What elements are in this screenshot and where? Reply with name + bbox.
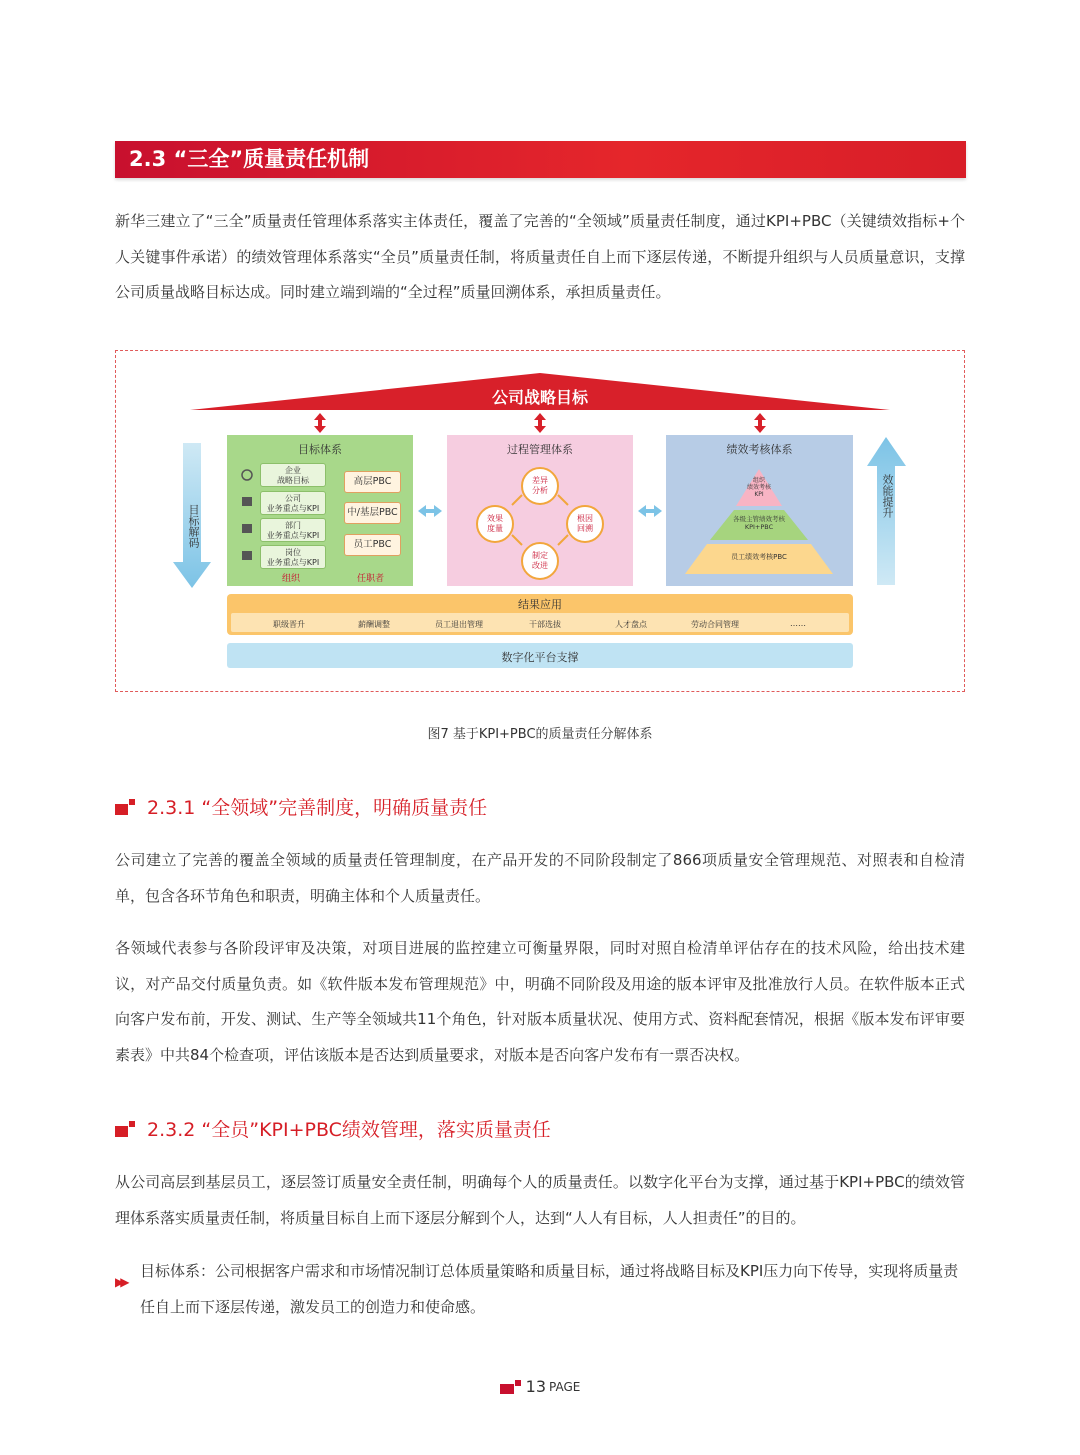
panel-performance-system (666, 435, 853, 586)
goal-footer-holder: 任职者 (357, 574, 385, 584)
result-item: 干部选拔 (529, 620, 561, 629)
cycle-diff-analysis: 差异 分析 (521, 467, 559, 505)
bullet-arrow-icon: ▶▶ (115, 1275, 126, 1289)
connector-arrows (314, 413, 766, 433)
panel-goal-title: 目标体系 (298, 443, 342, 456)
cycle-root-cause: 根因 回溯 (566, 505, 604, 543)
figure-caption: 图7 基于KPI+PBC的质量责任分解体系 (427, 727, 653, 742)
section-marker-icon (115, 1121, 135, 1137)
cycle-improve: 制定 改进 (521, 542, 559, 580)
efficiency-label: 效能提升 (881, 474, 894, 518)
cycle-measure: 效果 度量 (476, 505, 514, 543)
diagram-graphics (0, 0, 1080, 700)
brand-logo-icon (500, 1380, 522, 1394)
section-marker-icon (115, 799, 135, 815)
result-item: 薪酬调整 (358, 620, 390, 629)
tier-org-kpi: 组织 绩效考核 KPI (746, 477, 771, 498)
pbc-employee: 员工PBC (344, 534, 401, 556)
s232-bullet-text: 目标体系：公司根据客户需求和市场情况制订总体质量策略和质量目标，通过将战略目标及KPI压力向下传导，实现将质量责任自上而下逐层传递，激发员工的创造力和使命感。 (140, 1262, 959, 1316)
subsection-231-title: 2.3.1 “全领域”完善制度，明确质量责任 (147, 797, 488, 819)
goal-item-position: 岗位 业务重点与KPI (260, 545, 326, 569)
result-item: 员工退出管理 (435, 620, 483, 629)
panel-perf-title: 绩效考核体系 (726, 443, 793, 456)
subsection-232-heading (115, 1115, 551, 1142)
page-number: 13 (525, 1377, 546, 1396)
page-label: PAGE (549, 1379, 581, 1394)
goal-footer-org: 组织 (282, 574, 301, 584)
tier-employee: 员工绩效考核PBC (731, 553, 787, 561)
panel-process-system (447, 435, 633, 586)
goal-item-enterprise: 企业 战略目标 (260, 463, 326, 487)
s232-bullet (115, 1254, 965, 1325)
s231-paragraph-1: 公司建立了完善的覆盖全领域的质量责任管理制度，在产品开发的不同阶段制定了866项质量安全管理规范、对照表和自检清单，包含各环节角色和职责，明确主体和个人质量责任。 (115, 851, 965, 905)
results-title: 结果应用 (518, 598, 562, 611)
goal-item-department: 部门 业务重点与KPI (260, 518, 326, 542)
result-item: 劳动合同管理 (691, 620, 739, 629)
section-title-bar: 2.3 “三全”质量责任机制 (115, 141, 966, 178)
intro-paragraph: 新华三建立了“三全”质量责任管理体系落实主体责任，覆盖了完善的“全领域”质量责任制度，通过KPI+PBC（关键绩效指标+个人关键事件承诺）的绩效管理体系落实“全员”质量责任制，将质量责任自上而下逐层传递，不断提升组织与人员质量意识，支撑公司质量战略目标达成。同时建立端到端的“全过程”质量回溯体系，承担质量责任。 (115, 212, 965, 301)
result-item: 人才盘点 (615, 620, 647, 629)
s231-paragraph-2: 各领域代表参与各阶段评审及决策，对项目进展的监控建立可衡量界限，同时对照自检清单评估存在的技术风险，给出技术建议，对产品交付质量负责。如《软件版本发布管理规范》中，明确不同阶段及用途的版本评审及批准放行人员。在软件版本正式向客户发布前，开发、测试、生产等全领域共11个角色，针对版本质量状况、使用方式、资料配套情况，根据《版本发布评审要素表》中共84个检查项，评估该版本是否达到质量要求，对版本是否向客户发布有一票否决权。 (115, 939, 965, 1064)
platform-label: 数字化平台支撑 (501, 651, 579, 664)
result-item: 职级晋升 (273, 620, 305, 629)
pbc-mid: 中/基层PBC (344, 502, 401, 524)
panel-process-title: 过程管理体系 (507, 443, 573, 456)
goal-item-company: 公司 业务重点与KPI (260, 491, 326, 515)
panel-goal-system (227, 435, 413, 586)
result-item: …… (790, 619, 806, 628)
tier-manager: 各级主管绩效考核 KPI+PBC (733, 515, 785, 531)
page-footer (0, 1377, 1080, 1396)
goal-decode-label: 目标解码 (187, 504, 200, 548)
subsection-231-heading (115, 793, 487, 820)
pbc-senior: 高层PBC (344, 471, 401, 493)
s232-paragraph-1: 从公司高层到基层员工，逐层签订质量安全责任制，明确每个人的质量责任。以数字化平台为支撑，通过基于KPI+PBC的绩效管理体系落实质量责任制，将质量目标自上而下逐层分解到个人，达到“人人有目标，人人担责任”的目的。 (115, 1173, 965, 1227)
subsection-232-title: 2.3.2 “全员”KPI+PBC绩效管理，落实质量责任 (147, 1119, 551, 1141)
strategy-title: 公司战略目标 (491, 388, 588, 407)
